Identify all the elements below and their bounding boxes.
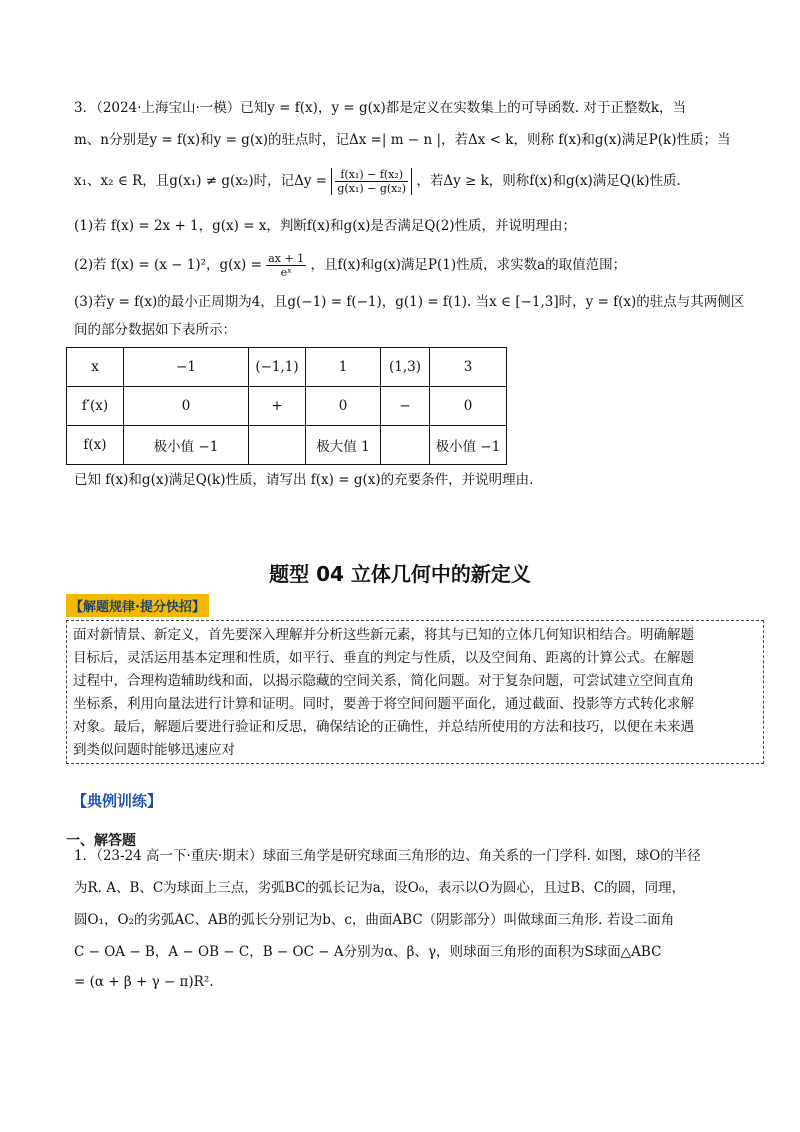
question-2 <box>74 252 626 279</box>
example1-line: = (α + β + γ − π)R². <box>74 974 214 990</box>
table-cell: (−1,1) <box>249 348 306 387</box>
derivative-table <box>66 347 507 465</box>
delta-y-fraction <box>335 168 408 195</box>
example1-line: 为R. A、B、C为球面上三点，劣弧BC的弧长记为a，设O₀，表示以O为圆心，且过B、C的圆，同理， <box>74 880 686 896</box>
g-denominator: eˣ <box>280 266 292 279</box>
table-cell: f(x) <box>67 426 124 465</box>
delta-y-numerator: f(x₁) − f(x₂) <box>335 168 408 182</box>
table-cell: 3 <box>430 348 507 387</box>
tip-line: 到类似问题时能够迅速应对 <box>73 742 235 758</box>
question-3: (3)若y = f(x)的最小正周期为4，且g(−1) = f(−1)，g(1) = f(1). 当x ∈ [−1,3]时，y = f(x)的驻点与其两侧区 <box>74 294 745 310</box>
tip-line: 面对新情景、新定义，首先要深入理解并分析这些新元素，将其与已知的立体几何知识相结合。明确解题 <box>73 627 694 643</box>
example-title: 【典例训练】 <box>72 792 163 810</box>
g-numerator: ax + 1 <box>268 252 305 265</box>
table-cell <box>249 426 306 465</box>
table-cell: 0 <box>306 387 381 426</box>
problem3-line1: 3．（2024·上海宝山·一模）已知y = f(x)，y = g(x)都是定义在实数集上的可导函数. 对于正整数k，当 <box>74 100 687 116</box>
table-cell: − <box>381 387 430 426</box>
after-table-text: 已知 f(x)和g(x)满足Q(k)性质，请写出 f(x) = g(x)的充要条件，并说明理由. <box>74 472 534 488</box>
table-cell: (1,3) <box>381 348 430 387</box>
delta-y-abs <box>331 168 412 195</box>
example1-line: 圆O₁，O₂的劣弧AC、AB的弧长分别记为b、c，曲面ABC（阴影部分）叫做球面三角形. 若设二面角 <box>74 912 675 928</box>
table-row-x <box>67 348 507 387</box>
question-1: (1)若 f(x) = 2x + 1，g(x) = x，判断f(x)和g(x)是否满足Q(2)性质，并说明理由； <box>74 218 577 234</box>
tip-tag: 【解题规律·提分快招】 <box>66 594 209 617</box>
part-title: 一、解答题 <box>66 833 136 849</box>
problem3-line2: m、n分别是y = f(x)和y = g(x)的驻点时，记Δx =| m − n |，若Δx < k，则称 f(x)和g(x)满足P(k)性质；当 <box>74 132 731 148</box>
table-cell: 极小值 −1 <box>430 426 507 465</box>
table-cell: 1 <box>306 348 381 387</box>
problem3-line3-start: x₁、x₂ ∈ R，且g(x₁) ≠ g(x₂)时，记Δy = <box>74 173 328 189</box>
table-cell: 极大值 1 <box>306 426 381 465</box>
tip-box <box>66 620 764 764</box>
example1-line: C − OA − B，A − OB − C，B − OC − A分别为α、β、γ，则球面三角形的面积为S球面△ABC <box>74 944 662 960</box>
question-2-end: ，且f(x)和g(x)满足P(1)性质，求实数a的取值范围； <box>310 257 627 273</box>
tip-line: 过程中，合理构造辅助线和面，以揭示隐藏的空间关系，简化问题。对于复杂问题，可尝试建立空间直角 <box>73 673 694 689</box>
table-cell: −1 <box>124 348 249 387</box>
table-cell: f′(x) <box>67 387 124 426</box>
table-row-f <box>67 426 507 465</box>
problem3-line3-end: ，若Δy ≥ k，则称f(x)和g(x)满足Q(k)性质. <box>416 173 681 189</box>
question-2-start: (2)若 f(x) = (x − 1)²，g(x) = <box>74 257 262 273</box>
question-3-cont: 间的部分数据如下表所示： <box>74 322 236 338</box>
tip-line: 目标后，灵活运用基本定理和性质，如平行、垂直的判定与性质，以及空间角、距离的计算公式。在解题 <box>73 650 694 666</box>
table-cell <box>381 426 430 465</box>
table-cell: x <box>67 348 124 387</box>
table-row-fprime <box>67 387 507 426</box>
table-cell: 极小值 −1 <box>124 426 249 465</box>
table-cell: + <box>249 387 306 426</box>
tip-line: 坐标系，利用向量法进行计算和证明。同时，要善于将空间问题平面化，通过截面、投影等方式转化求解 <box>73 696 694 712</box>
delta-y-denominator: g(x₁) − g(x₂) <box>337 182 407 195</box>
table-cell: 0 <box>124 387 249 426</box>
section-heading: 题型 04 立体几何中的新定义 <box>269 562 531 586</box>
tip-line: 对象。最后，解题后要进行验证和反思，确保结论的正确性，并总结所使用的方法和技巧，以便在未来遇 <box>73 719 694 735</box>
problem3-line3 <box>74 168 681 195</box>
table-cell: 0 <box>430 387 507 426</box>
g-fraction <box>266 252 306 279</box>
example1-line: 1．（23-24 高一下·重庆·期末）球面三角学是研究球面三角形的边、角关系的一门学科. 如图，球O的半径 <box>74 848 701 864</box>
